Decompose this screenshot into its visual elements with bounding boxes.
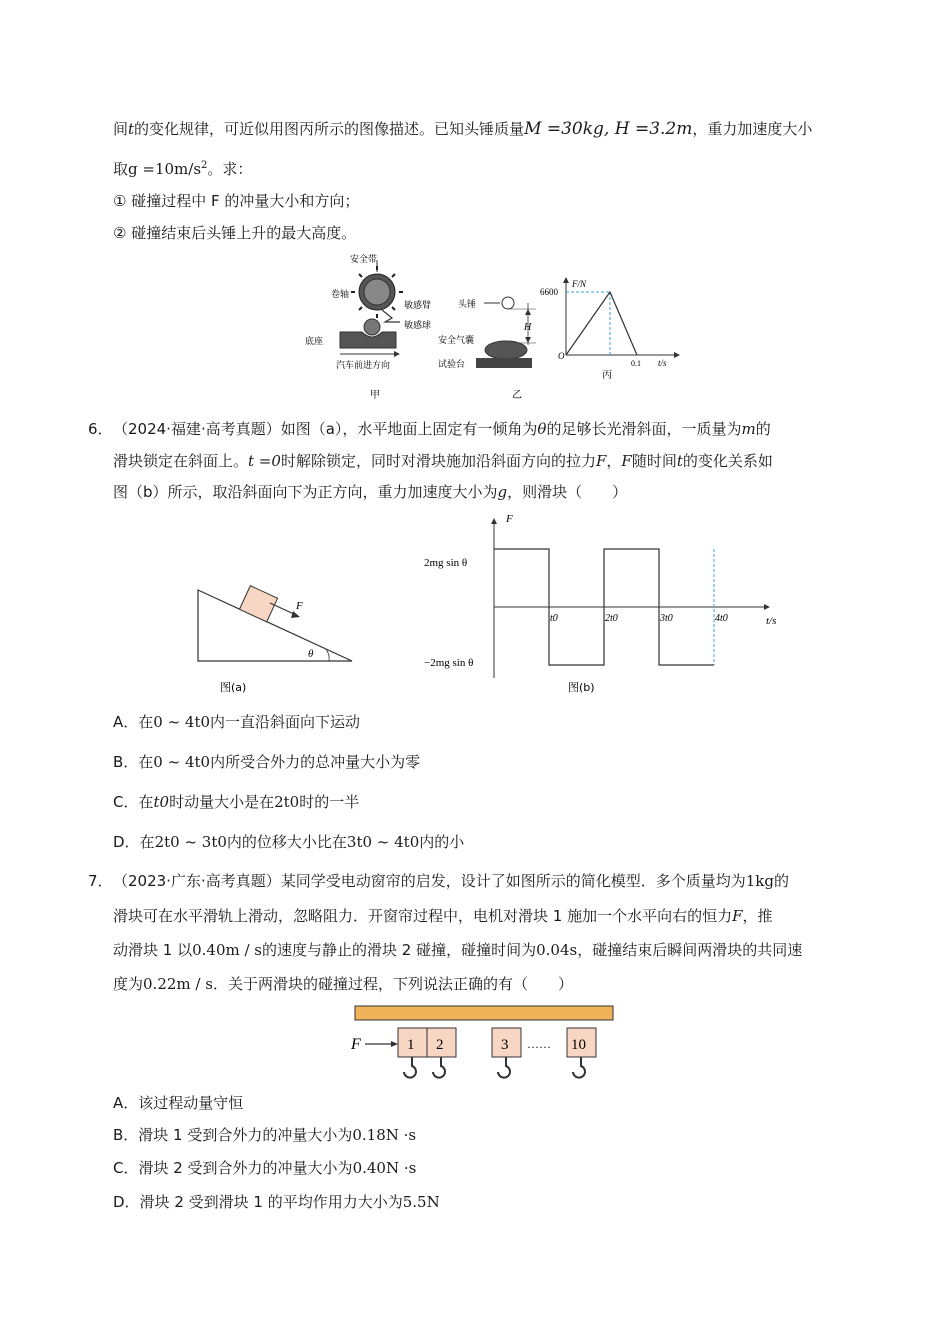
fig-a-theta: θ	[308, 648, 314, 660]
q5-line-2: 取$g =10m/s^2$。求：	[113, 160, 253, 178]
figure-jia	[300, 250, 432, 402]
q7-line-1: （2023·广东·高考真题）某同学受电动窗帘的启发，设计了如图所示的简化模型．多个质量均为1kg的	[113, 872, 789, 890]
head-hammer	[502, 297, 514, 309]
q6-number: 6．	[88, 420, 113, 438]
q6-line-1: （2024·福建·高考真题）如图（a），水平地面上固定有一倾角为θ的足够长光滑斜面，一质量为m的	[113, 420, 771, 438]
airbag	[485, 341, 527, 359]
q6-option-c[interactable]: C．在t0时动量大小是在2t0时的一半	[113, 793, 360, 811]
figure-a-incline	[190, 585, 360, 695]
label-reel: 卷轴	[331, 290, 350, 300]
q7-option-c[interactable]: C．滑块 2 受到合外力的冲量大小为0.40N ·s	[113, 1159, 417, 1177]
caption-jia: 甲	[370, 390, 380, 401]
bing-origin: O	[558, 351, 565, 361]
q7-dots: ……	[527, 1037, 551, 1051]
slider-3	[492, 1028, 521, 1078]
fig-b-tick-1: t0	[550, 613, 558, 624]
fig-b-tick-3: 3t0	[660, 613, 673, 624]
fig-b-tick-2: 2t0	[605, 613, 618, 624]
slide-rail	[355, 1006, 613, 1020]
label-direction: 汽车前进方向	[336, 361, 391, 371]
q7-line-4: 度为0.22m / s．关于两滑块的碰撞过程，下列说法正确的有（ ）	[113, 975, 573, 993]
q5-line-1: 间t的变化规律，可近似用图丙所示的图像描述。已知头锤质量M =30kg, H =3.2m，重力加速度大小	[113, 119, 813, 139]
fig-b-pos-label: 2mg sin θ	[424, 557, 468, 569]
bing-ylabel: F/N	[572, 279, 587, 289]
fig-a-F: F	[296, 600, 303, 612]
bing-force-curve	[566, 292, 637, 355]
q5-item-1: ① 碰撞过程中 F 的冲量大小和方向；	[113, 192, 360, 210]
label-arm: 敏感臂	[404, 301, 432, 311]
slider-10	[567, 1028, 596, 1078]
label-belt: 安全带	[350, 255, 378, 265]
q6-line-2: 滑块锁定在斜面上。t =0时解除锁定，同时对滑块施加沿斜面方向的拉力F，F随时间t的变化关系如	[113, 452, 773, 470]
fig-b-neg-label: −2mg sin θ	[424, 657, 474, 669]
q6-option-a[interactable]: A．在0 ~ 4t0内一直沿斜面向下运动	[113, 713, 361, 731]
q6-option-d[interactable]: D．在2t0 ~ 3t0内的位移大小比在3t0 ~ 4t0内的小	[113, 833, 465, 851]
bing-xlabel: t/s	[658, 358, 667, 368]
sensor-ball	[364, 319, 380, 335]
label-table: 试验台	[438, 360, 466, 370]
q5-item-2: ② 碰撞结束后头锤上升的最大高度。	[113, 224, 357, 242]
fig-b-xlabel: t/s	[766, 615, 777, 627]
label-h: H	[524, 322, 532, 333]
q6-line-3: 图（b）所示，取沿斜面向下为正方向，重力加速度大小为g，则滑块（ ）	[113, 483, 628, 501]
q7-line-3: 动滑块 1 以0.40m / s的速度与静止的滑块 2 碰撞，碰撞时间为0.04s，碰撞结束后瞬间两滑块的共同速	[113, 941, 803, 959]
q7-number: 7．	[88, 872, 113, 890]
svg-text:1: 1	[407, 1037, 415, 1053]
label-base: 底座	[305, 337, 324, 347]
q7-option-d[interactable]: D．滑块 2 受到滑块 1 的平均作用力大小为5.5N	[113, 1193, 440, 1211]
q7-option-b[interactable]: B．滑块 1 受到合外力的冲量大小为0.18N ·s	[113, 1126, 417, 1144]
slider-1	[398, 1028, 427, 1078]
svg-text:2: 2	[436, 1037, 444, 1053]
fig-b-tick-4: 4t0	[715, 613, 728, 624]
caption-yi: 乙	[512, 390, 522, 401]
force-arrow	[270, 603, 296, 615]
q7-option-a[interactable]: A．该过程动量守恒	[113, 1094, 244, 1112]
svg-text:10: 10	[571, 1037, 586, 1053]
q7-fig-F: F	[351, 1036, 361, 1053]
fig-b-ylabel: F	[506, 513, 513, 525]
figure-b-force-time	[420, 508, 790, 698]
figure-bing	[540, 277, 680, 387]
q6-option-b[interactable]: B．在0 ~ 4t0内所受合外力的总冲量大小为零	[113, 753, 421, 771]
figure-curtain-sliders	[345, 1002, 620, 1092]
q7-line-2: 滑块可在水平滑轨上滑动，忽略阻力．开窗帘过程中，电机对滑块 1 施加一个水平向右的恒力F，推	[113, 907, 773, 925]
label-airbag: 安全气囊	[438, 336, 475, 346]
test-table	[476, 358, 532, 368]
label-ball: 敏感球	[404, 321, 432, 331]
figure-yi	[432, 290, 542, 402]
caption-bing: 丙	[602, 370, 612, 381]
label-head: 头锤	[458, 300, 477, 310]
bing-xtick: 0.1	[631, 359, 641, 368]
bing-ymax: 6600	[540, 287, 558, 297]
slider-2	[427, 1028, 456, 1078]
caption-a: 图(a)	[220, 681, 247, 694]
caption-b: 图(b)	[568, 681, 595, 694]
svg-text:3: 3	[501, 1037, 509, 1053]
